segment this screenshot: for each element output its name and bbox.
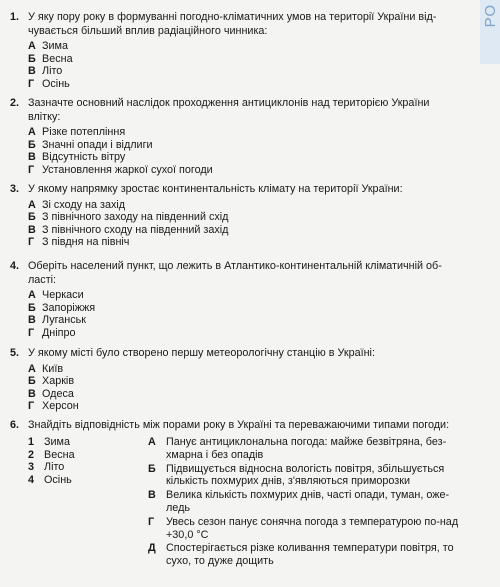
- weather-type-option[interactable]: [148, 463, 466, 489]
- question-text: Знайдіть відповідність між порами року в Україні та переважаючими типами погоди:: [28, 419, 450, 431]
- season-label: Весна: [44, 448, 75, 461]
- option-letter: Г: [28, 326, 35, 339]
- answer-option[interactable]: [28, 224, 462, 237]
- answer-option[interactable]: [28, 164, 462, 177]
- answer-option[interactable]: [28, 327, 462, 340]
- answer-option[interactable]: [28, 126, 462, 139]
- option-letter: В: [28, 151, 36, 164]
- question-text: У яку пору року в формуванні погодно-кліматичних умов на території України від-чувається більший вплив радіаційного чинника:: [28, 11, 437, 37]
- option-text: Зі сходу на захід: [42, 198, 126, 211]
- option-letter: Д: [148, 542, 156, 555]
- option-letter: А: [148, 436, 156, 448]
- option-letter: В: [28, 387, 36, 400]
- question-1: [10, 11, 462, 90]
- option-text: Установлення жаркої сухої погоди: [42, 163, 213, 176]
- question-text: Оберіть населений пункт, що лежить в Атлантико-континентальній кліматичній об-ласті:: [28, 260, 442, 286]
- weather-type-option[interactable]: [148, 542, 466, 568]
- page-edge-text: РО: [482, 4, 499, 28]
- season-number: 4: [28, 473, 35, 486]
- question-2: [10, 97, 462, 176]
- answer-option[interactable]: [28, 53, 462, 66]
- option-text: Велика кількість похмурих днів, часті опади, туман, оже-ледь: [166, 489, 450, 514]
- option-letter: Г: [28, 77, 35, 90]
- option-letter: А: [28, 289, 36, 301]
- option-text: Одеса: [42, 387, 74, 400]
- option-letter: А: [28, 198, 36, 211]
- option-letter: В: [28, 223, 36, 236]
- season-number: 1: [28, 436, 35, 448]
- answer-option[interactable]: [28, 211, 462, 224]
- answer-option[interactable]: [28, 199, 462, 212]
- option-letter: А: [28, 126, 36, 138]
- option-letter: Б: [148, 462, 156, 475]
- answer-option[interactable]: [28, 400, 462, 413]
- option-text: З північного заходу на південний схід: [42, 211, 229, 224]
- weather-type-option[interactable]: [148, 436, 466, 462]
- answer-options: [28, 199, 462, 249]
- season-number: 2: [28, 448, 35, 461]
- answer-option[interactable]: [28, 78, 462, 91]
- question-number: 4.: [10, 260, 20, 272]
- answer-option[interactable]: [28, 363, 462, 376]
- option-letter: Б: [28, 375, 36, 388]
- option-letter: А: [28, 40, 36, 52]
- question-text: Зазначте основний наслідок проходження антициклонів над територією України влітку:: [28, 97, 430, 123]
- option-text: Підвищується відносна вологість повітря, збільшується кількість похмурих днів, з'являються приморозки: [166, 462, 445, 488]
- answer-option[interactable]: [28, 151, 462, 164]
- option-letter: В: [28, 314, 36, 327]
- option-letter: Б: [28, 138, 36, 151]
- option-text: Харків: [42, 375, 75, 388]
- answer-option[interactable]: [28, 40, 462, 53]
- question-number: 2.: [10, 97, 20, 109]
- option-text: Запоріжжя: [42, 301, 96, 314]
- answer-options: [28, 126, 462, 176]
- answer-option[interactable]: [28, 139, 462, 152]
- option-text: Різке потепління: [42, 126, 126, 138]
- season-item[interactable]: [28, 436, 138, 449]
- question-number: 3.: [10, 183, 20, 195]
- answer-options: [28, 289, 462, 339]
- option-text: Київ: [42, 362, 64, 375]
- option-text: Увесь сезон панує сонячна погода з температурою по-над +30,0 °С: [166, 515, 459, 541]
- answer-options: [28, 40, 462, 90]
- question-number: 6.: [10, 419, 20, 431]
- option-letter: Г: [148, 515, 155, 528]
- option-text: Спостерігається різке коливання температури повітря, то сухо, то дуже дощить: [166, 542, 454, 568]
- season-label: Зима: [44, 436, 70, 448]
- option-letter: В: [28, 65, 36, 78]
- option-text: Панує антициклональна погода: майже безвітряна, без-хмарна і без опадів: [166, 436, 447, 461]
- question-number: 1.: [10, 11, 20, 23]
- season-label: Літо: [44, 461, 65, 474]
- season-number: 3: [28, 461, 35, 474]
- option-text: Осінь: [42, 77, 70, 90]
- question-text: У якому напрямку зростає континентальність клімату на території України:: [28, 183, 403, 195]
- option-text: Весна: [42, 52, 73, 65]
- season-label: Осінь: [44, 473, 72, 486]
- option-text: Літо: [42, 65, 63, 78]
- question-4: [10, 260, 462, 339]
- option-text: Херсон: [42, 400, 79, 413]
- option-letter: Г: [28, 163, 35, 176]
- option-letter: Г: [28, 236, 35, 249]
- option-text: Луганськ: [42, 314, 87, 327]
- answer-option[interactable]: [28, 289, 462, 302]
- answer-option[interactable]: [28, 314, 462, 327]
- question-text: У якому місті було створено першу метеорологічну станцію в Україні:: [28, 347, 375, 359]
- answer-option[interactable]: [28, 302, 462, 315]
- page-edge-tab: [480, 0, 500, 64]
- season-item[interactable]: [28, 461, 138, 474]
- answer-option[interactable]: [28, 375, 462, 388]
- option-letter: Г: [28, 400, 35, 413]
- option-text: Дніпро: [42, 326, 76, 339]
- option-text: Зима: [42, 40, 68, 52]
- question-number: 5.: [10, 347, 20, 359]
- question-3: [10, 183, 462, 249]
- option-letter: А: [28, 362, 36, 375]
- question-6: [10, 419, 462, 433]
- option-text: Значні опади і відлиги: [42, 138, 153, 151]
- weather-type-option[interactable]: [148, 516, 466, 542]
- answer-option[interactable]: [28, 388, 462, 401]
- option-text: Черкаси: [42, 289, 84, 301]
- option-letter: Б: [28, 52, 36, 65]
- option-letter: Б: [28, 211, 36, 224]
- season-item[interactable]: [28, 474, 138, 487]
- option-text: З півдня на північ: [42, 236, 130, 249]
- weather-type-option[interactable]: [148, 489, 466, 515]
- matching-left-column: [28, 436, 138, 486]
- option-text: Відсутність вітру: [42, 151, 126, 164]
- answer-option[interactable]: [28, 65, 462, 78]
- question-5: [10, 347, 462, 413]
- option-text: З північного сходу на південний захід: [42, 223, 229, 236]
- matching-right-column: [148, 436, 466, 569]
- option-letter: Б: [28, 301, 36, 314]
- option-letter: В: [148, 489, 156, 502]
- answer-options: [28, 363, 462, 413]
- answer-option[interactable]: [28, 236, 462, 249]
- season-item[interactable]: [28, 449, 138, 462]
